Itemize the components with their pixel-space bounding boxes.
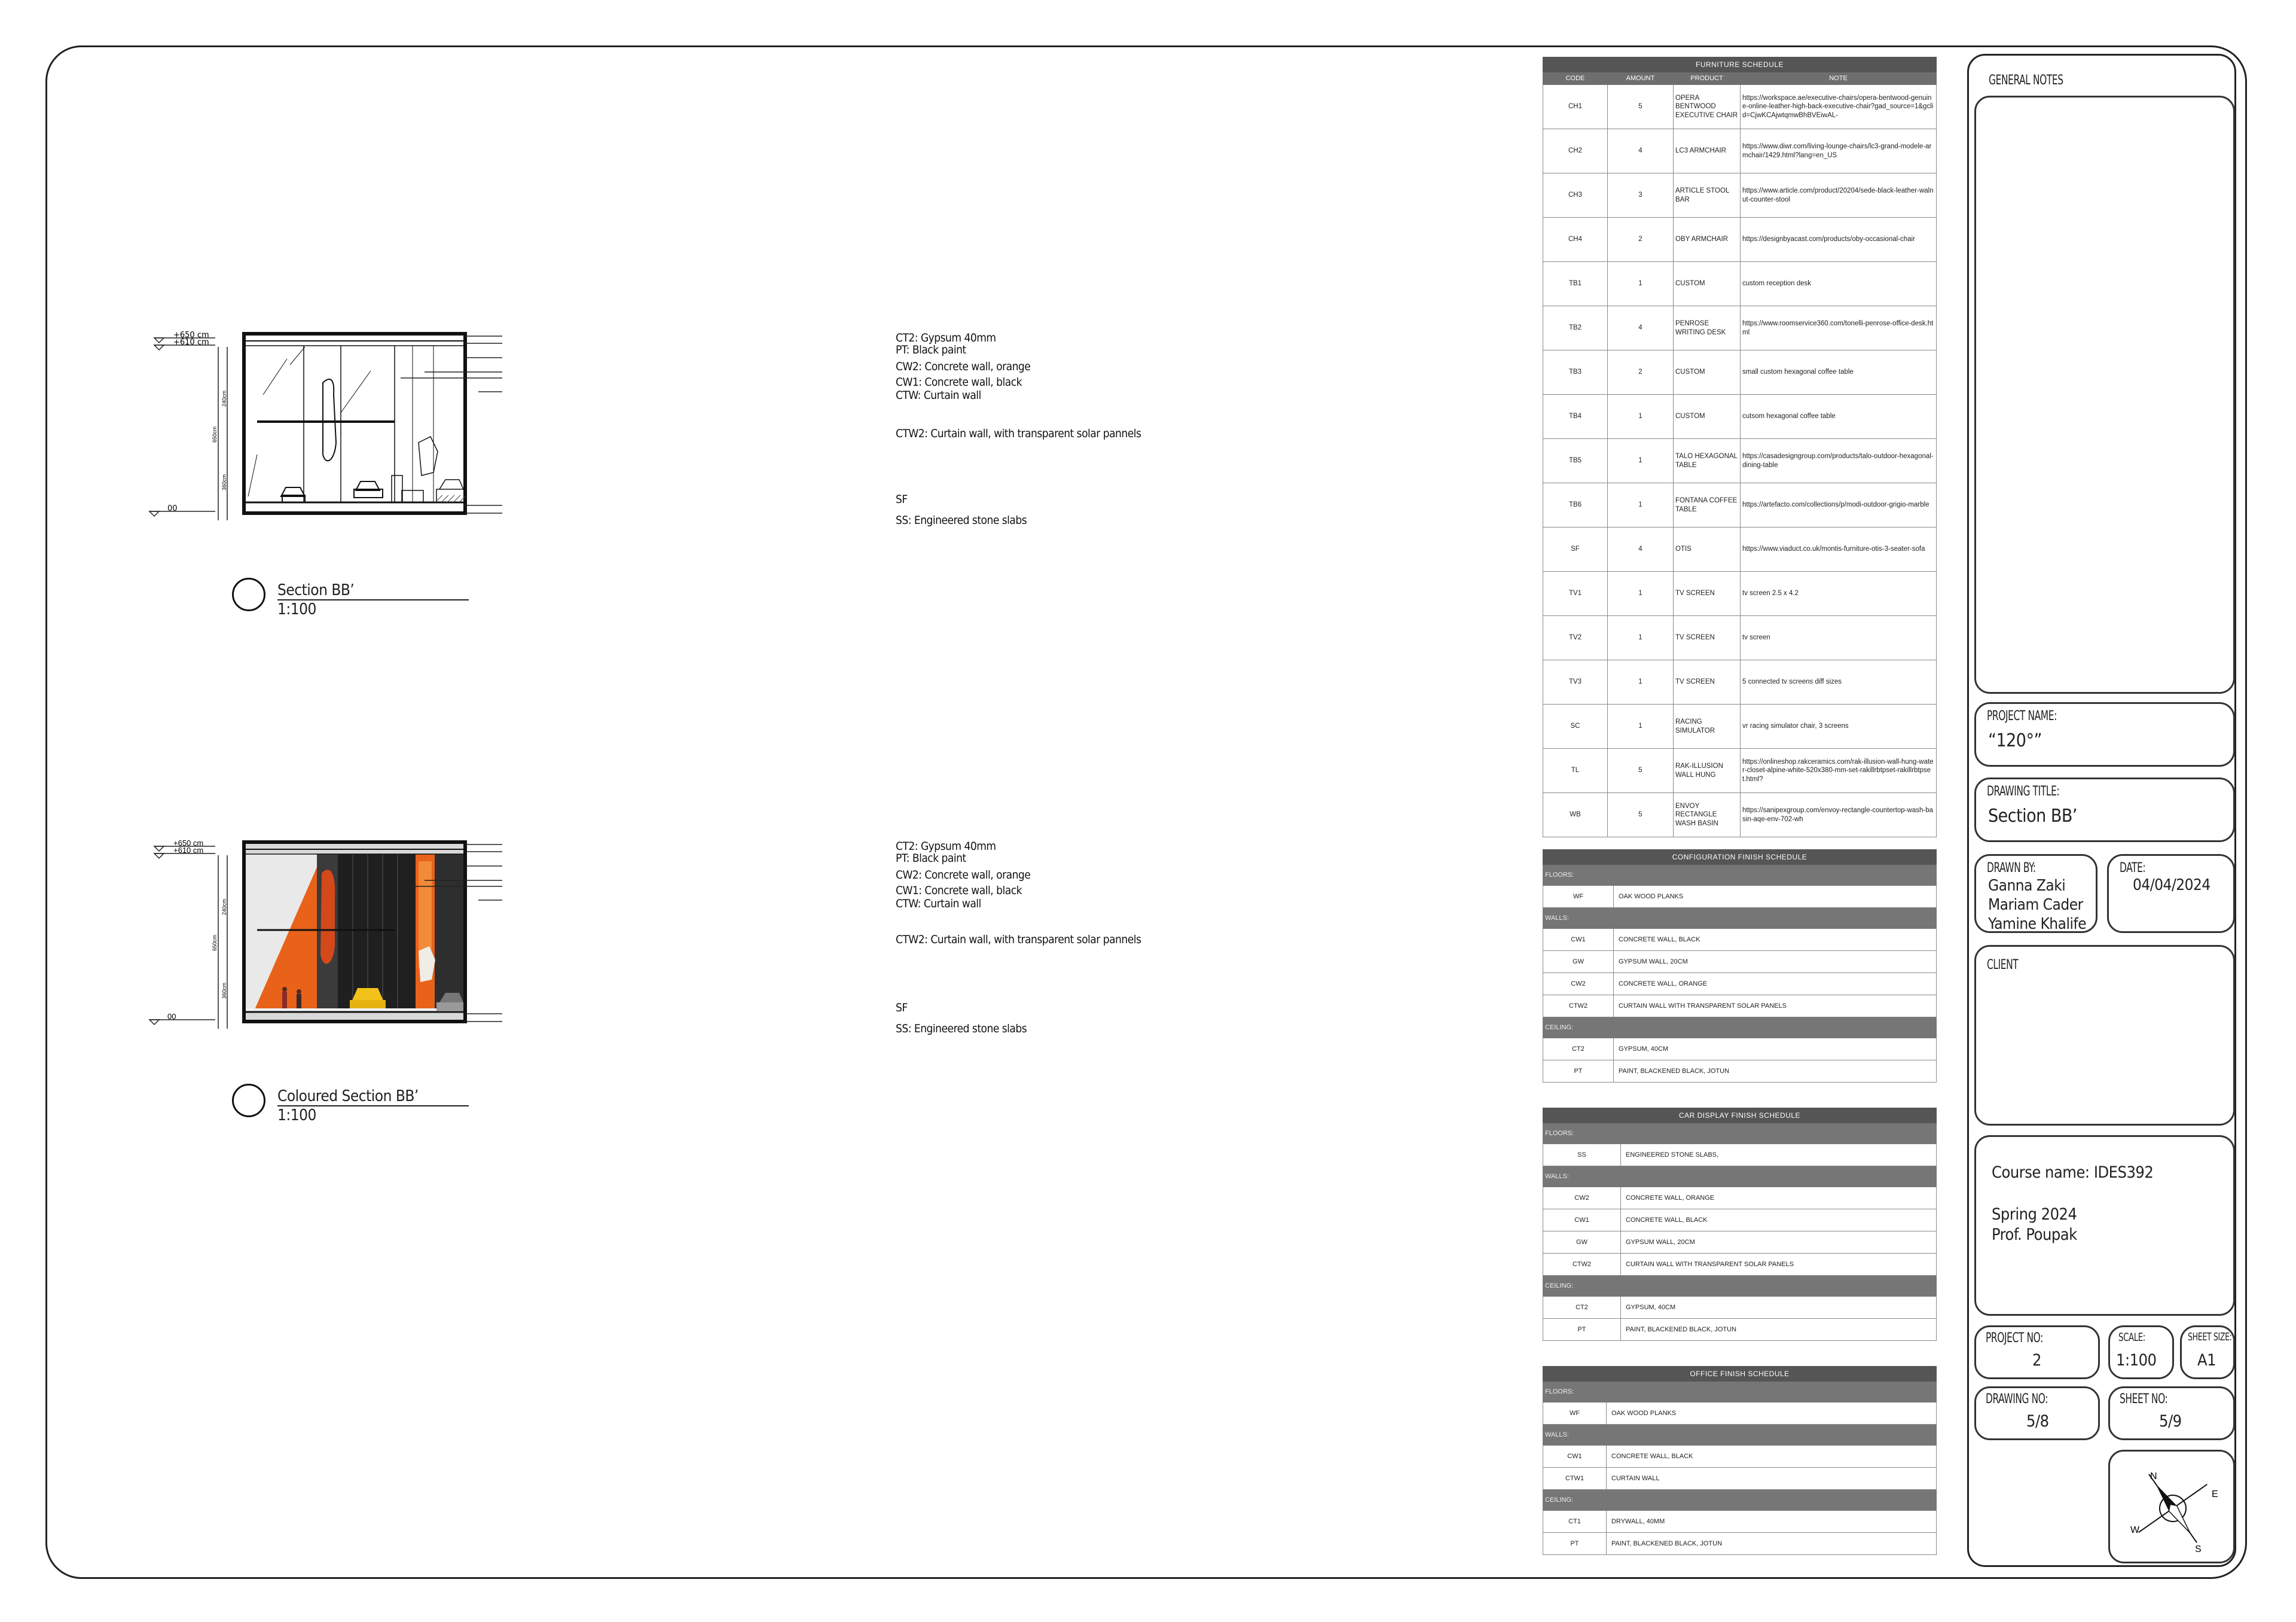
cell-note: custom reception desk (1741, 262, 1937, 306)
note-ctw2: CTW2: Curtain wall, with transparent solar pannels (896, 427, 1141, 440)
cell-desc: OAK WOOD PLANKS (1614, 886, 1937, 908)
table-row (1543, 439, 1937, 483)
coloured-section-title-line (277, 1087, 469, 1106)
cell-product: TV SCREEN (1674, 572, 1741, 616)
configuration-finish-schedule (1543, 849, 1937, 1083)
cell-desc: CONCRETE WALL, ORANGE (1614, 973, 1937, 995)
section-bb-scale: 1:100 (277, 600, 316, 618)
cell-code: CH1 (1543, 85, 1608, 129)
table-row (1543, 1468, 1937, 1490)
note-ct2: CT2: Gypsum 40mm (896, 331, 996, 344)
col-product: PRODUCT (1674, 72, 1741, 85)
table-row (1543, 1060, 1937, 1083)
table-row (1543, 483, 1937, 528)
cell-amount: 5 (1608, 793, 1674, 837)
note-ct2-2: CT2: Gypsum 40mm (896, 840, 996, 853)
table-row (1543, 350, 1937, 395)
cell-product: CUSTOM (1674, 350, 1741, 395)
table-row (1543, 705, 1937, 749)
level-650-label-2: +650 cm (173, 839, 204, 847)
cell-code: CW1 (1543, 1446, 1607, 1468)
compass-e: E (2212, 1489, 2218, 1499)
configuration-schedule-title: CONFIGURATION FINISH SCHEDULE (1543, 850, 1937, 865)
general-notes-box (1974, 96, 2235, 694)
client-box (1974, 945, 2235, 1126)
cell-product: PENROSE WRITING DESK (1674, 306, 1741, 350)
wall-car (323, 379, 336, 461)
cell-amount: 1 (1608, 572, 1674, 616)
cell-amount: 4 (1608, 528, 1674, 572)
cell-note: https://www.viaduct.co.uk/montis-furniture-otis-3-seater-sofa (1741, 528, 1937, 572)
sheet-no-value: 5/9 (2159, 1412, 2182, 1431)
table-row (1543, 1144, 1937, 1166)
table-row (1543, 306, 1937, 350)
dim-650: 650cm (212, 426, 218, 443)
svg-text:240cm: 240cm (221, 898, 227, 915)
cell-note: https://www.article.com/product/20204/sede-black-leather-walnut-counter-stool (1741, 173, 1937, 218)
scale-value: 1:100 (2116, 1351, 2157, 1370)
office-schedule-title: OFFICE FINISH SCHEDULE (1543, 1367, 1937, 1382)
note-pt-2: PT: Black paint (896, 852, 966, 865)
cell-desc: GYPSUM, 40CM (1621, 1297, 1937, 1319)
cell-product: CUSTOM (1674, 395, 1741, 439)
cell-code: TB3 (1543, 350, 1608, 395)
furniture-schedule-title: FURNITURE SCHEDULE (1543, 57, 1937, 72)
drawing-no-value: 5/8 (2026, 1412, 2049, 1431)
cell-code: CW1 (1543, 1209, 1621, 1231)
cell-amount: 4 (1608, 129, 1674, 173)
drawn-by-names (1988, 876, 2086, 934)
schedule-category (1543, 1166, 1937, 1187)
cell-note: 5 connected tv screens diff sizes (1741, 660, 1937, 705)
cell-code: CTW2 (1543, 995, 1614, 1017)
coloured-section-title: Coloured Section BB’ (277, 1087, 419, 1105)
level-650-label: +650 cm (173, 331, 209, 340)
table-row (1543, 395, 1937, 439)
cell-code: TB2 (1543, 306, 1608, 350)
cell-desc: CONCRETE WALL, ORANGE (1621, 1187, 1937, 1209)
cell-product: OPERA BENTWOOD EXECUTIVE CHAIR (1674, 85, 1741, 129)
cell-desc: PAINT, BLACKENED BLACK, JOTUN (1621, 1319, 1937, 1341)
table-row (1543, 262, 1937, 306)
note-ctw: CTW: Curtain wall (896, 389, 981, 402)
schedule-category (1543, 865, 1937, 886)
cell-product: LC3 ARMCHAIR (1674, 129, 1741, 173)
cell-amount: 2 (1608, 218, 1674, 262)
cell-code: SS (1543, 1144, 1621, 1166)
table-row (1543, 1231, 1937, 1254)
drawer-3: Yamine Khalife (1988, 915, 2087, 933)
dim-360: 360cm (221, 474, 227, 490)
table-row (1543, 129, 1937, 173)
drawing-title-box (1974, 778, 2235, 842)
schedule-category (1543, 1017, 1937, 1038)
cell-note: https://designbyacast.com/products/oby-occasional-chair (1741, 218, 1937, 262)
cell-product: TALO HEXAGONAL TABLE (1674, 439, 1741, 483)
note-cw1: CW1: Concrete wall, black (896, 376, 1022, 389)
note-ctw2-2: CTW2: Curtain wall, with transparent solar pannels (896, 933, 1141, 946)
dim-240: 240cm (221, 390, 227, 407)
coloured-section-title-circle (232, 1084, 265, 1117)
cell-code: PT (1543, 1319, 1621, 1341)
cell-note: https://artefacto.com/collections/p/modi-outdoor-grigio-marble (1741, 483, 1937, 528)
cell-note: vr racing simulator chair, 3 screens (1741, 705, 1937, 749)
cell-desc: PAINT, BLACKENED BLACK, JOTUN (1607, 1533, 1937, 1555)
compass-box (2108, 1450, 2235, 1563)
table-row (1543, 973, 1937, 995)
level-00-label: 00 (167, 504, 178, 513)
table-row (1543, 1038, 1937, 1060)
schedule-category (1543, 1425, 1937, 1446)
category-label: FLOORS: (1543, 1123, 1937, 1144)
cell-amount: 1 (1608, 616, 1674, 660)
cell-code: CH2 (1543, 129, 1608, 173)
cell-product: ENVOY RECTANGLE WASH BASIN (1674, 793, 1741, 837)
cell-code: GW (1543, 1231, 1621, 1254)
cell-product: TV SCREEN (1674, 660, 1741, 705)
section-bb-title: Section BB’ (277, 581, 355, 599)
table-row (1543, 1319, 1937, 1341)
cell-amount: 4 (1608, 306, 1674, 350)
category-label: WALLS: (1543, 908, 1937, 929)
project-no-label: PROJECT NO: (1986, 1331, 2043, 1346)
cell-amount: 1 (1608, 439, 1674, 483)
category-label: FLOORS: (1543, 1382, 1937, 1403)
sheet-size-label: SHEET SIZE: (2188, 1331, 2232, 1343)
cell-note: cutsom hexagonal coffee table (1741, 395, 1937, 439)
cell-code: TB6 (1543, 483, 1608, 528)
note-sf: SF (896, 493, 908, 506)
cell-amount: 1 (1608, 705, 1674, 749)
cell-product: RAK-ILLUSION WALL HUNG (1674, 749, 1741, 793)
cell-code: PT (1543, 1533, 1607, 1555)
table-row (1543, 1209, 1937, 1231)
scale-label: SCALE: (2118, 1331, 2145, 1344)
general-notes-label: GENERAL NOTES (1989, 73, 2063, 88)
cell-amount: 5 (1608, 85, 1674, 129)
table-row (1543, 1297, 1937, 1319)
note-cw2: CW2: Concrete wall, orange (896, 360, 1031, 373)
project-no-box (1974, 1325, 2100, 1379)
cell-product: RACING SIMULATOR (1674, 705, 1741, 749)
cell-desc: CURTAIN WALL (1607, 1468, 1937, 1490)
cell-product: ARTICLE STOOL BAR (1674, 173, 1741, 218)
table-row (1543, 749, 1937, 793)
category-label: WALLS: (1543, 1166, 1937, 1187)
cell-code: CTW1 (1543, 1468, 1607, 1490)
compass-s: S (2195, 1544, 2202, 1554)
car-display-finish-schedule (1543, 1108, 1937, 1341)
cell-code: CW2 (1543, 973, 1614, 995)
category-label: WALLS: (1543, 1425, 1937, 1446)
svg-text:650cm: 650cm (212, 934, 218, 951)
table-row (1543, 173, 1937, 218)
office-finish-schedule (1543, 1366, 1937, 1555)
sheet-size-box (2180, 1325, 2235, 1379)
table-row (1543, 1511, 1937, 1533)
table-row (1543, 951, 1937, 973)
coloured-section-scale: 1:100 (277, 1106, 316, 1124)
cell-code: GW (1543, 951, 1614, 973)
cell-desc: OAK WOOD PLANKS (1607, 1403, 1937, 1425)
col-code: CODE (1543, 72, 1608, 85)
cell-product: OTIS (1674, 528, 1741, 572)
table-row (1543, 793, 1937, 837)
schedule-category (1543, 1276, 1937, 1297)
cell-note: https://www.roomservice360.com/tonelli-penrose-office-desk.html (1741, 306, 1937, 350)
table-row (1543, 1533, 1937, 1555)
semester: Spring 2024 (1992, 1205, 2077, 1224)
category-label: FLOORS: (1543, 865, 1937, 886)
level-610-label-2: +610 cm (173, 846, 204, 855)
table-row (1543, 1187, 1937, 1209)
cell-product: CUSTOM (1674, 262, 1741, 306)
table-row (1543, 218, 1937, 262)
wall-car-orange (320, 870, 335, 964)
project-no-value: 2 (2032, 1351, 2041, 1370)
professor: Prof. Poupak (1992, 1225, 2077, 1244)
note-ctw-2: CTW: Curtain wall (896, 897, 981, 910)
cell-note: small custom hexagonal coffee table (1741, 350, 1937, 395)
drawing-title-value: Section BB’ (1988, 806, 2077, 827)
drawn-by-label: DRAWN BY: (1987, 861, 2036, 876)
cell-code: WB (1543, 793, 1608, 837)
cell-desc: DRYWALL, 40MM (1607, 1511, 1937, 1533)
cell-code: TB5 (1543, 439, 1608, 483)
course-name: Course name: IDES392 (1992, 1163, 2154, 1182)
cell-note: https://onlineshop.rakceramics.com/rak-illusion-wall-hung-water-closet-alpine-white-520x380-mm-set-rakillrbtpset-rakillrbtpset.html? (1741, 749, 1937, 793)
cell-note: tv screen (1741, 616, 1937, 660)
cell-code: TV1 (1543, 572, 1608, 616)
course-box (1974, 1135, 2235, 1316)
cell-note: tv screen 2.5 x 4.2 (1741, 572, 1937, 616)
cell-note: https://workspace.ae/executive-chairs/opera-bentwood-genuine-online-leather-high-back-executive-chair?gad_source=1&gclid=CjwKCAjwtqmwBhBVEiwAL- (1741, 85, 1937, 129)
compass-n: N (2150, 1471, 2157, 1481)
cell-desc: CURTAIN WALL WITH TRANSPARENT SOLAR PANELS (1621, 1254, 1937, 1276)
cell-amount: 1 (1608, 660, 1674, 705)
cell-code: WF (1543, 886, 1614, 908)
project-name-label: PROJECT NAME: (1987, 709, 2057, 724)
north-arrow-icon (2122, 1458, 2224, 1559)
sheet-size-value: A1 (2197, 1351, 2216, 1370)
cell-desc: CONCRETE WALL, BLACK (1621, 1209, 1937, 1231)
category-label: CEILING: (1543, 1490, 1937, 1511)
table-row (1543, 572, 1937, 616)
drawer-1: Ganna Zaki (1988, 877, 2066, 895)
drawn-by-box (1974, 854, 2097, 933)
date-label: DATE: (2120, 861, 2146, 876)
date-box (2107, 854, 2235, 933)
section-outline (244, 334, 465, 513)
furniture-schedule (1543, 57, 1937, 837)
sheet-no-box (2108, 1386, 2235, 1440)
schedule-category (1543, 1382, 1937, 1403)
cell-desc: CURTAIN WALL WITH TRANSPARENT SOLAR PANELS (1614, 995, 1937, 1017)
note-cw2-2: CW2: Concrete wall, orange (896, 868, 1031, 882)
note-ss-2: SS: Engineered stone slabs (896, 1022, 1027, 1035)
cell-code: CW2 (1543, 1187, 1621, 1209)
level-marker-650 (154, 338, 164, 343)
cell-product: TV SCREEN (1674, 616, 1741, 660)
cell-desc: GYPSUM WALL, 20CM (1614, 951, 1937, 973)
cell-product: FONTANA COFFEE TABLE (1674, 483, 1741, 528)
note-sf-2: SF (896, 1001, 908, 1014)
table-row (1543, 886, 1937, 908)
level-00-label-2: 00 (167, 1012, 176, 1021)
cell-amount: 5 (1608, 749, 1674, 793)
project-name-box (1974, 702, 2235, 767)
table-row (1543, 616, 1937, 660)
cell-code: TB4 (1543, 395, 1608, 439)
cell-code: TV3 (1543, 660, 1608, 705)
note-pt: PT: Black paint (896, 343, 966, 356)
drawing-no-box (1974, 1386, 2100, 1440)
cell-code: TB1 (1543, 262, 1608, 306)
cell-note: https://sanipexgroup.com/envoy-rectangle-countertop-wash-basin-aqe-env-702-wh (1741, 793, 1937, 837)
cell-code: WF (1543, 1403, 1607, 1425)
sheet-no-label: SHEET NO: (2120, 1392, 2168, 1407)
col-amount: AMOUNT (1608, 72, 1674, 85)
note-cw1-2: CW1: Concrete wall, black (896, 884, 1022, 897)
cell-amount: 1 (1608, 395, 1674, 439)
drawing-title-label: DRAWING TITLE: (1987, 784, 2060, 799)
table-row (1543, 528, 1937, 572)
cell-desc: CONCRETE WALL, BLACK (1614, 929, 1937, 951)
cell-code: SC (1543, 705, 1608, 749)
compass-w: W (2130, 1525, 2140, 1535)
cell-product: OBY ARMCHAIR (1674, 218, 1741, 262)
date-value: 04/04/2024 (2133, 876, 2210, 894)
cell-desc: ENGINEERED STONE SLABS, (1621, 1144, 1937, 1166)
table-row (1543, 929, 1937, 951)
table-row (1543, 1403, 1937, 1425)
cell-desc: GYPSUM WALL, 20CM (1621, 1231, 1937, 1254)
table-row (1543, 995, 1937, 1017)
level-marker-610 (154, 345, 164, 350)
level-610-label: +610 cm (173, 338, 209, 347)
cell-amount: 2 (1608, 350, 1674, 395)
cell-code: PT (1543, 1060, 1614, 1083)
cell-desc: GYPSUM, 40CM (1614, 1038, 1937, 1060)
dark-curtain-wall (338, 854, 416, 1011)
svg-text:360cm: 360cm (221, 982, 227, 999)
category-label: CEILING: (1543, 1017, 1937, 1038)
cell-code: SF (1543, 528, 1608, 572)
cell-code: TL (1543, 749, 1608, 793)
cell-amount: 3 (1608, 173, 1674, 218)
category-label: CEILING: (1543, 1276, 1937, 1297)
section-bb-title-line (277, 581, 469, 600)
table-row (1543, 660, 1937, 705)
table-row (1543, 85, 1937, 129)
scale-box (2108, 1325, 2174, 1379)
cell-desc: CONCRETE WALL, BLACK (1607, 1446, 1937, 1468)
schedule-category (1543, 908, 1937, 929)
level-marker-00 (149, 511, 159, 516)
col-note: NOTE (1741, 72, 1937, 85)
cell-code: CW1 (1543, 929, 1614, 951)
note-ss: SS: Engineered stone slabs (896, 514, 1027, 527)
drawing-no-label: DRAWING NO: (1986, 1392, 2048, 1407)
schedule-category (1543, 1123, 1937, 1144)
table-row (1543, 1446, 1937, 1468)
cell-note: https://www.diwr.com/living-lounge-chairs/lc3-grand-modele-armchair/1429.html?lang=en_US (1741, 129, 1937, 173)
cell-code: CH4 (1543, 218, 1608, 262)
project-name-value: “120°” (1988, 730, 2042, 751)
cell-note: https://casadesigngroup.com/products/talo-outdoor-hexagonal-dining-table (1741, 439, 1937, 483)
cell-desc: PAINT, BLACKENED BLACK, JOTUN (1614, 1060, 1937, 1083)
cell-code: CT2 (1543, 1038, 1614, 1060)
car-display-schedule-title: CAR DISPLAY FINISH SCHEDULE (1543, 1108, 1937, 1123)
cell-amount: 1 (1608, 262, 1674, 306)
section-bb-title-circle (232, 578, 265, 611)
schedule-category (1543, 1490, 1937, 1511)
cell-code: CH3 (1543, 173, 1608, 218)
client-label: CLIENT (1987, 958, 2019, 972)
cell-code: CT1 (1543, 1511, 1607, 1533)
cell-code: CTW2 (1543, 1254, 1621, 1276)
drawer-2: Mariam Cader (1988, 896, 2083, 914)
cell-amount: 1 (1608, 483, 1674, 528)
table-row (1543, 1254, 1937, 1276)
cell-code: TV2 (1543, 616, 1608, 660)
cell-code: CT2 (1543, 1297, 1621, 1319)
